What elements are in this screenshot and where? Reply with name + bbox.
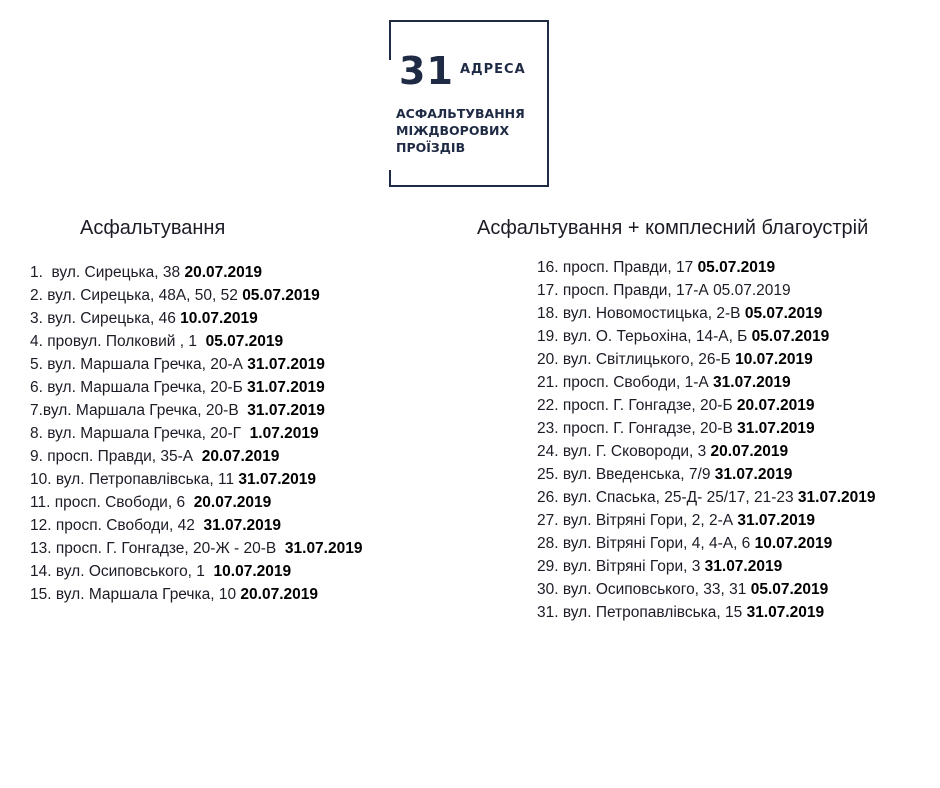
list-item [537, 509, 876, 532]
list-item [30, 353, 362, 376]
logo-number: 31 [399, 49, 454, 93]
address-text: 28. вул. Вітряні Гори, 4, 4-А, 6 [537, 535, 755, 552]
list-item [537, 279, 876, 302]
list-item [30, 307, 362, 330]
list-item [30, 514, 362, 537]
list-item [30, 399, 362, 422]
address-date: 31.07.2019 [797, 489, 876, 506]
address-text: 3. вул. Сирецька, 46 [30, 310, 181, 327]
left-column-heading: Асфальтування [80, 217, 226, 239]
address-text: 5. вул. Маршала Гречка, 20-А [30, 356, 248, 373]
address-date: 20.07.2019 [201, 448, 280, 465]
address-date: 20.07.2019 [184, 264, 263, 281]
list-item [537, 394, 876, 417]
list-item [537, 371, 876, 394]
address-date: 31.07.2019 [238, 471, 316, 488]
address-date: 31.07.2019 [247, 356, 325, 373]
address-date: 20.07.2019 [240, 586, 318, 603]
address-date: 10.07.2019 [180, 310, 258, 327]
address-text: 10. вул. Петропавлівська, 11 [30, 471, 239, 488]
address-date: 31.07.2019 [713, 374, 791, 391]
address-date: 1.07.2019 [249, 425, 319, 442]
address-date: 31.07.2019 [284, 540, 363, 557]
list-item [537, 578, 876, 601]
address-date: 31.07.2019 [737, 420, 815, 437]
list-item [30, 537, 362, 560]
address-date: 31.07.2019 [746, 604, 825, 621]
address-date: 10.07.2019 [754, 535, 833, 552]
address-text: 13. просп. Г. Гонгадзе, 20-Ж - 20-В [30, 540, 285, 557]
address-text: 31. вул. Петропавлівська, 15 [537, 604, 747, 621]
list-item [30, 560, 362, 583]
list-item [537, 463, 876, 486]
address-text: 25. вул. Введенська, 7/9 [537, 466, 715, 483]
address-text: 19. вул. О. Терьохіна, 14-А, Б [537, 328, 752, 345]
address-text: 6. вул. Маршала Гречка, 20-Б [30, 379, 248, 396]
logo-frame-top [389, 20, 549, 22]
address-text: 22. просп. Г. Гонгадзе, 20-Б [537, 397, 737, 414]
address-date: 20.07.2019 [710, 443, 789, 460]
address-text: 11. просп. Свободи, 6 [30, 494, 194, 511]
address-date: 05.07.2019 [697, 259, 776, 276]
logo-frame-bottom [389, 185, 549, 187]
logo-frame-left-bottom [389, 170, 391, 187]
address-text: 16. просп. Правди, 17 [537, 259, 698, 276]
list-item [537, 440, 876, 463]
list-item [537, 486, 876, 509]
address-date: 05.07.2019 [205, 333, 284, 350]
list-item [30, 445, 362, 468]
address-text: 26. вул. Спаська, 25-Д- 25/17, 21-23 [537, 489, 798, 506]
logo-box [389, 20, 549, 187]
logo-frame-right [547, 20, 549, 187]
address-text: 7.вул. Маршала Гречка, 20-В [30, 402, 248, 419]
list-item [30, 284, 362, 307]
logo-subtitle-line: ПРОЇЗДІВ [396, 140, 466, 155]
address-text: 1. вул. Сирецька, 38 [30, 264, 185, 281]
address-text: 17. просп. Правди, 17-А [537, 282, 714, 299]
address-text: 12. просп. Свободи, 42 [30, 517, 204, 534]
address-text: 29. вул. Вітряні Гори, 3 [537, 558, 705, 575]
address-text: 18. вул. Новомостицька, 2-В [537, 305, 745, 322]
address-date: 31.07.2019 [704, 558, 783, 575]
logo-word: АДРЕСА [460, 62, 526, 77]
address-date: 05.07.2019 [242, 287, 320, 304]
list-item [30, 261, 362, 284]
address-date: 20.07.2019 [736, 397, 815, 414]
list-item [30, 583, 362, 606]
address-text: 30. вул. Осиповського, 33, 31 [537, 581, 751, 598]
list-item [537, 302, 876, 325]
list-item [30, 468, 362, 491]
address-date: 05.07.2019 [744, 305, 823, 322]
list-item [30, 491, 362, 514]
address-date: 05.07.2019 [750, 581, 829, 598]
list-item [537, 601, 876, 624]
list-item [537, 532, 876, 555]
address-text: 21. просп. Свободи, 1-А [537, 374, 714, 391]
list-item [537, 555, 876, 578]
right-column-heading: Асфальтування + комплесний благоустрій [477, 217, 869, 239]
address-text: 2. вул. Сирецька, 48А, 50, 52 [30, 287, 243, 304]
logo-subtitle-line: АСФАЛЬТУВАННЯ [396, 106, 525, 121]
list-item [30, 376, 362, 399]
logo-subtitle-line: МІЖДВОРОВИХ [396, 123, 510, 138]
list-item [537, 325, 876, 348]
address-date: 20.07.2019 [193, 494, 272, 511]
address-text: 24. вул. Г. Сковороди, 3 [537, 443, 711, 460]
address-date: 31.07.2019 [714, 466, 793, 483]
address-text: 8. вул. Маршала Гречка, 20-Г [30, 425, 250, 442]
list-item [537, 348, 876, 371]
list-item [537, 256, 876, 279]
address-text: 20. вул. Світлицького, 26-Б [537, 351, 736, 368]
address-date: 10.07.2019 [213, 563, 292, 580]
logo-subtitle [396, 105, 546, 156]
address-date: 10.07.2019 [735, 351, 813, 368]
address-date: 31.07.2019 [737, 512, 815, 529]
address-date: 05.07.2019 [713, 282, 791, 299]
left-address-list [30, 261, 362, 606]
list-item [30, 422, 362, 445]
address-text: 9. просп. Правди, 35-А [30, 448, 202, 465]
address-text: 23. просп. Г. Гонгадзе, 20-В [537, 420, 738, 437]
address-date: 31.07.2019 [247, 379, 325, 396]
address-date: 05.07.2019 [751, 328, 830, 345]
list-item [537, 417, 876, 440]
address-text: 4. провул. Полковий , 1 [30, 333, 206, 350]
address-date: 31.07.2019 [247, 402, 325, 419]
address-text: 14. вул. Осиповського, 1 [30, 563, 214, 580]
right-address-list [537, 256, 876, 624]
address-date: 31.07.2019 [203, 517, 282, 534]
address-text: 27. вул. Вітряні Гори, 2, 2-А [537, 512, 738, 529]
address-text: 15. вул. Маршала Гречка, 10 [30, 586, 241, 603]
logo-frame-left-top [389, 20, 391, 60]
list-item [30, 330, 362, 353]
